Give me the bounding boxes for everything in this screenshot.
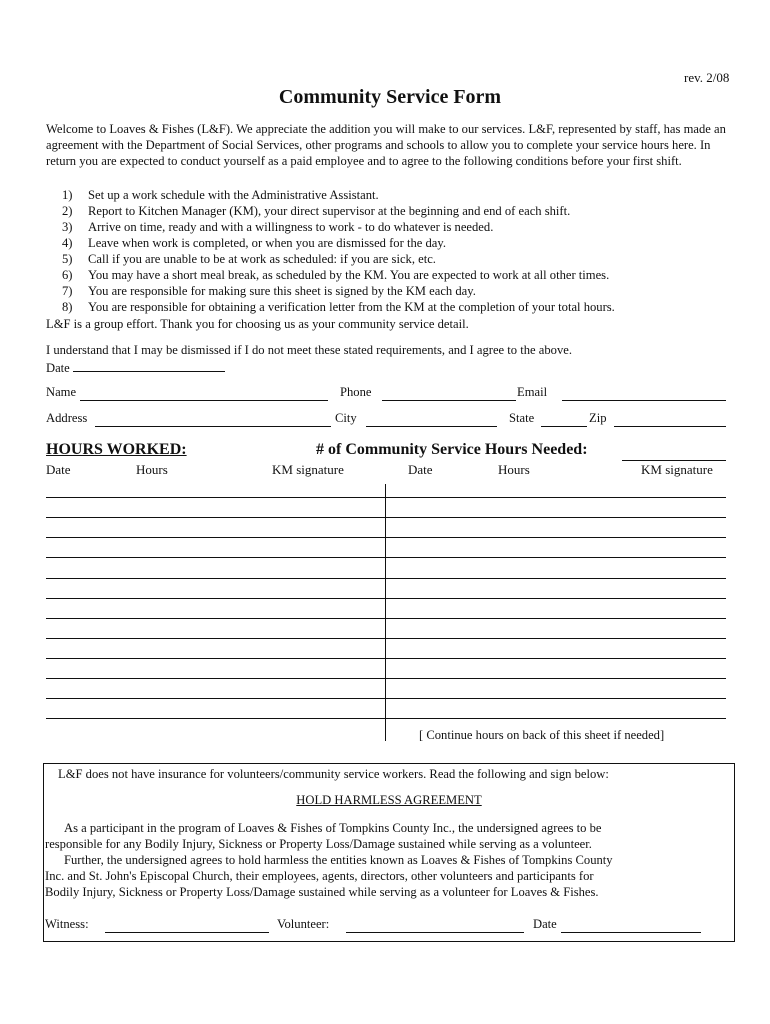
condition-text: You are responsible for making sure this sheet is signed by the KM each day. <box>88 284 476 298</box>
condition-number: 2) <box>62 204 73 218</box>
col-header-hours-left: Hours <box>136 462 168 477</box>
email-field[interactable] <box>562 387 726 401</box>
log-row-line[interactable] <box>46 537 726 538</box>
email-label: Email <box>517 385 548 399</box>
log-row-line[interactable] <box>46 618 726 619</box>
condition-text: Leave when work is completed, or when you are dismissed for the day. <box>88 236 446 250</box>
log-row-line[interactable] <box>46 698 726 699</box>
condition-number: 7) <box>62 284 73 298</box>
address-field[interactable] <box>95 413 331 427</box>
condition-item <box>62 203 570 219</box>
col-header-km-left: KM signature <box>272 462 344 477</box>
log-row-line[interactable] <box>46 598 726 599</box>
revision-label: rev. 2/08 <box>684 70 730 85</box>
name-label: Name <box>46 385 77 399</box>
hold-harmless-para1-line2: responsible for any Bodily Injury, Sickness or Property Loss/Damage sustained while serving as a volunteer. <box>45 837 592 851</box>
zip-label: Zip <box>589 411 607 425</box>
agreement-statement: I understand that I may be dismissed if I do not meet these stated requirements, and I agree to the above. <box>46 343 572 357</box>
address-label: Address <box>46 411 88 425</box>
hours-needed-field[interactable] <box>622 446 726 461</box>
continue-note: [ Continue hours on back of this sheet if needed] <box>419 728 665 742</box>
condition-number: 8) <box>62 300 73 314</box>
log-row-line[interactable] <box>46 658 726 659</box>
log-row-line[interactable] <box>46 578 726 579</box>
condition-number: 4) <box>62 236 73 250</box>
condition-number: 5) <box>62 252 73 266</box>
condition-text: You may have a short meal break, as scheduled by the KM. You are expected to work at all other times. <box>88 268 610 282</box>
hours-worked-heading: HOURS WORKED: <box>46 441 187 458</box>
log-row-line[interactable] <box>46 638 726 639</box>
agreement-date-field[interactable] <box>73 358 225 372</box>
hold-harmless-heading-row <box>44 792 734 808</box>
hold-harmless-para2-line2: Inc. and St. John's Episcopal Church, their employees, agents, directors, other volunteers and participants for <box>45 869 594 883</box>
log-row-line[interactable] <box>46 497 726 498</box>
intro-paragraph: Welcome to Loaves & Fishes (L&F). We appreciate the addition you will make to our services. L&F, represented by staff, has made an agreement with the Department of Social Services, other programs and schools to allow you to complete your service hours here. In return you are expected to conduct yourself as a paid employee and to agree to the following conditions before your first shift. <box>46 122 726 169</box>
log-row-line[interactable] <box>46 517 726 518</box>
insurance-notice: L&F does not have insurance for volunteers/community service workers. Read the following and sign below: <box>58 767 609 781</box>
log-row-line[interactable] <box>46 557 726 558</box>
witness-date-label: Date <box>533 917 557 931</box>
hold-harmless-para2-line3: Bodily Injury, Sickness or Property Loss/Damage sustained while serving as a volunteer for Loaves & Fishes. <box>45 885 599 899</box>
hold-harmless-para1-line1: As a participant in the program of Loaves & Fishes of Tompkins County Inc., the undersigned agrees to be <box>64 821 602 835</box>
city-field[interactable] <box>366 413 497 427</box>
grid-divider <box>385 484 386 741</box>
hold-harmless-heading: HOLD HARMLESS AGREEMENT <box>296 793 482 807</box>
volunteer-label: Volunteer: <box>277 917 330 931</box>
volunteer-signature-field[interactable] <box>346 919 524 933</box>
name-field[interactable] <box>80 387 328 401</box>
zip-field[interactable] <box>614 413 726 427</box>
condition-text: You are responsible for obtaining a verification letter from the KM at the completion of your total hours. <box>88 300 615 314</box>
closing-statement: L&F is a group effort. Thank you for choosing us as your community service detail. <box>46 317 469 331</box>
condition-text: Set up a work schedule with the Administrative Assistant. <box>88 188 379 202</box>
condition-item <box>62 299 615 315</box>
condition-item <box>62 219 493 235</box>
condition-item <box>62 187 379 203</box>
hold-harmless-date-field[interactable] <box>561 919 701 933</box>
witness-label: Witness: <box>45 917 89 931</box>
state-label: State <box>509 411 535 425</box>
hold-harmless-para2-line1: Further, the undersigned agrees to hold harmless the entities known as Loaves & Fishes of Tompkins County <box>64 853 613 867</box>
hours-needed-label: # of Community Service Hours Needed: <box>316 441 588 458</box>
form-title: Community Service Form <box>278 86 502 108</box>
witness-signature-field[interactable] <box>105 919 269 933</box>
log-row-line[interactable] <box>46 678 726 679</box>
hold-harmless-box <box>43 763 735 942</box>
col-header-hours-right: Hours <box>498 462 530 477</box>
col-header-km-right: KM signature <box>641 462 713 477</box>
condition-item <box>62 235 446 251</box>
phone-label: Phone <box>340 385 372 399</box>
col-header-date-right: Date <box>408 462 433 477</box>
city-label: City <box>335 411 357 425</box>
condition-text: Report to Kitchen Manager (KM), your direct supervisor at the beginning and end of each shift. <box>88 204 571 218</box>
agreement-date-row <box>46 358 225 376</box>
condition-number: 6) <box>62 268 73 282</box>
log-row-line[interactable] <box>46 718 726 719</box>
condition-item <box>62 251 436 267</box>
state-field[interactable] <box>541 413 587 427</box>
condition-item <box>62 267 609 283</box>
condition-text: Call if you are unable to be at work as scheduled: if you are sick, etc. <box>88 252 436 266</box>
col-header-date-left: Date <box>46 462 71 477</box>
condition-number: 3) <box>62 220 73 234</box>
condition-item <box>62 283 476 299</box>
condition-text: Arrive on time, ready and with a willingness to work - to do whatever is needed. <box>88 220 494 234</box>
agreement-date-label: Date <box>46 361 70 375</box>
condition-number: 1) <box>62 188 73 202</box>
phone-field[interactable] <box>382 387 516 401</box>
